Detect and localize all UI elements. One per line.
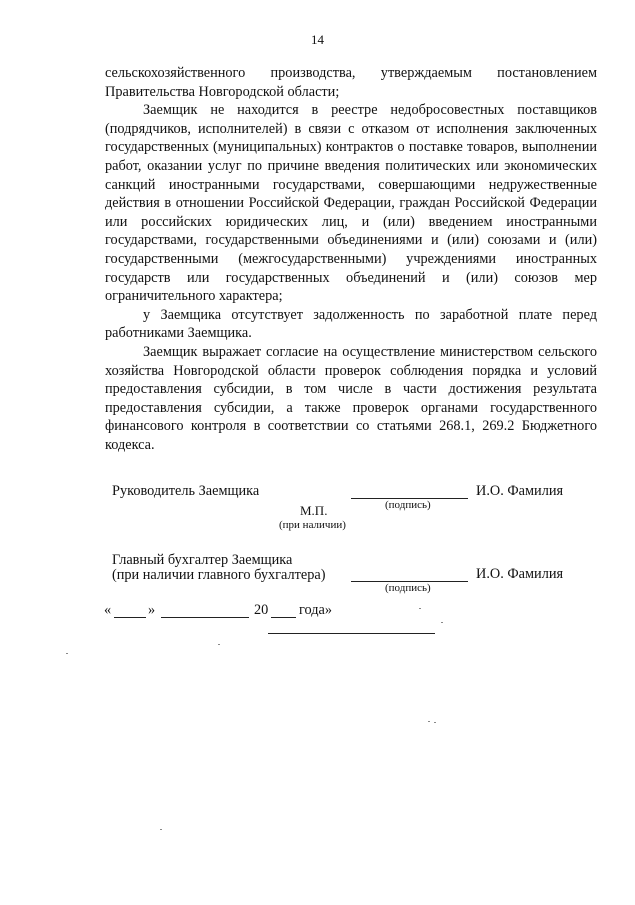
scan-speck bbox=[66, 653, 68, 654]
date-year-prefix: 20 bbox=[254, 602, 269, 618]
date-extra-line bbox=[268, 633, 435, 634]
accountant-signature-caption: (подпись) bbox=[385, 582, 431, 594]
scan-speck bbox=[434, 722, 436, 723]
date-year-suffix: года» bbox=[299, 602, 333, 618]
paragraph-3: у Заемщика отсутствует задолженность по заработной плате перед работниками Заемщика. bbox=[105, 306, 597, 342]
accountant-name: И.О. Фамилия bbox=[476, 566, 564, 582]
document-body bbox=[105, 64, 597, 454]
date-month-line bbox=[161, 617, 249, 618]
scan-speck bbox=[419, 608, 421, 609]
date-day-line bbox=[114, 617, 146, 618]
date-open-quote: « bbox=[104, 602, 112, 618]
scan-speck bbox=[428, 721, 430, 722]
head-signature-caption: (подпись) bbox=[385, 499, 431, 511]
head-label: Руководитель Заемщика bbox=[112, 483, 260, 499]
scan-speck bbox=[160, 829, 162, 830]
paragraph-2: Заемщик не находится в реестре недобросовестных поставщиков (подрядчиков, исполнителей) в связи с отказом от исполнения заключенных государственных (муниципальных) контрактов о поставке товаров, выполнении работ, оказании услуг по причине введения политических или экономических санкций иностранными государствами, совершающими недружественные действия в отношении Российской Федерации, граждан Российской Федерации или российских юридических лиц, и (или) введением иностранными государствами, государственными объединениями и (или) союзами и (или) государственными (межгосударственными) учреждениями иностранных государств или государственных объединений и (или) союзов мер ограничительного характера; bbox=[105, 102, 597, 305]
paragraph-1: сельскохозяйственного производства, утверждаемым постановлением Правительства Новгородской области; bbox=[105, 65, 597, 100]
accountant-label: Главный бухгалтер Заемщика bbox=[112, 552, 293, 568]
paragraph-4: Заемщик выражает согласие на осуществление министерством сельского хозяйства Новгородской области проверок соблюдения порядка и условий предоставления субсидии, в том числе в части достижения результата предоставления субсидии, а также проверок органами государственного финансового контроля в соответствии со статьями 268.1, 269.2 Бюджетного кодекса. bbox=[105, 343, 597, 453]
stamp-label: М.П. bbox=[300, 503, 328, 518]
stamp-caption: (при наличии) bbox=[279, 519, 346, 531]
date-close-quote: » bbox=[148, 602, 156, 618]
head-name: И.О. Фамилия bbox=[476, 483, 564, 499]
scan-speck bbox=[218, 644, 220, 645]
accountant-condition: (при наличии главного бухгалтера) bbox=[112, 567, 326, 583]
page-number: 14 bbox=[311, 32, 324, 47]
date-year-line bbox=[271, 617, 296, 618]
scan-speck bbox=[441, 622, 443, 623]
